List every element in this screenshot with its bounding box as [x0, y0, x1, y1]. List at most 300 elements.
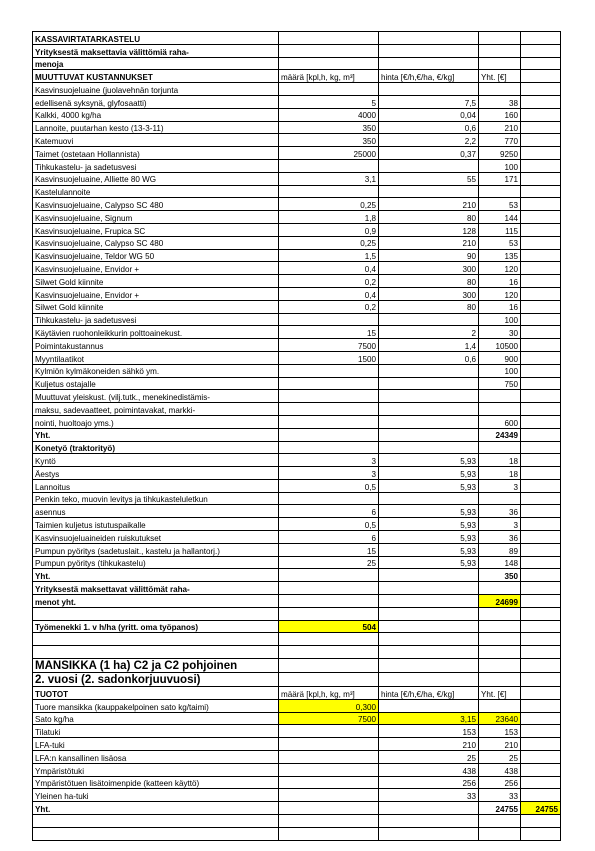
- value-cell[interactable]: [279, 789, 379, 802]
- value-cell[interactable]: 1500: [279, 351, 379, 364]
- value-cell[interactable]: [521, 185, 561, 198]
- value-cell[interactable]: [521, 300, 561, 313]
- value-cell[interactable]: 770: [479, 134, 521, 147]
- value-cell[interactable]: [521, 415, 561, 428]
- value-cell[interactable]: 25: [379, 751, 479, 764]
- value-cell[interactable]: 18: [479, 467, 521, 480]
- value-cell[interactable]: 15: [279, 543, 379, 556]
- value-cell[interactable]: 25000: [279, 147, 379, 160]
- row-label-cell[interactable]: [33, 827, 279, 840]
- value-cell[interactable]: [279, 159, 379, 172]
- value-cell[interactable]: 0,25: [279, 236, 379, 249]
- row-label-cell[interactable]: Kasvinsuojeluaine (juolavehnän torjunta: [33, 83, 279, 96]
- row-label-cell[interactable]: Ympäristötuki: [33, 763, 279, 776]
- value-cell[interactable]: 153: [379, 725, 479, 738]
- value-cell[interactable]: [479, 185, 521, 198]
- value-cell[interactable]: [521, 725, 561, 738]
- value-cell[interactable]: [521, 428, 561, 441]
- row-label-cell[interactable]: LFA-tuki: [33, 738, 279, 751]
- value-cell[interactable]: [379, 569, 479, 582]
- row-label-cell[interactable]: Kasvinsuojeluaine, Teldor WG 50: [33, 249, 279, 262]
- row-label-cell[interactable]: asennus: [33, 505, 279, 518]
- value-cell[interactable]: 3: [479, 479, 521, 492]
- value-cell[interactable]: 24755: [479, 802, 521, 815]
- value-cell[interactable]: 1,5: [279, 249, 379, 262]
- value-cell[interactable]: 5,93: [379, 518, 479, 531]
- value-cell[interactable]: 9250: [479, 147, 521, 160]
- value-cell[interactable]: 0,2: [279, 275, 379, 288]
- value-cell[interactable]: 0,6: [379, 121, 479, 134]
- value-cell[interactable]: [521, 620, 561, 633]
- row-label-cell[interactable]: Käytävien ruohonleikkurin polttoainekust.: [33, 326, 279, 339]
- value-cell[interactable]: 210: [379, 738, 479, 751]
- value-cell[interactable]: 4000: [279, 108, 379, 121]
- value-cell[interactable]: [521, 738, 561, 751]
- value-cell[interactable]: 55: [379, 172, 479, 185]
- value-cell[interactable]: 3,15: [379, 712, 479, 725]
- value-cell[interactable]: [279, 673, 379, 687]
- value-cell[interactable]: 0,2: [279, 300, 379, 313]
- value-cell[interactable]: [279, 377, 379, 390]
- value-cell[interactable]: [521, 172, 561, 185]
- value-cell[interactable]: [379, 441, 479, 454]
- value-cell[interactable]: 0,37: [379, 147, 479, 160]
- value-cell[interactable]: [521, 492, 561, 505]
- value-cell[interactable]: [521, 326, 561, 339]
- row-label-cell[interactable]: Tihkukastelu- ja sadetusvesi: [33, 159, 279, 172]
- value-cell[interactable]: [279, 32, 379, 45]
- value-cell[interactable]: [521, 159, 561, 172]
- row-label-cell[interactable]: Työmenekki 1. v h/ha (yritt. oma työpanos): [33, 620, 279, 633]
- value-cell[interactable]: 36: [479, 505, 521, 518]
- value-cell[interactable]: 135: [479, 249, 521, 262]
- value-cell[interactable]: 24349: [479, 428, 521, 441]
- row-label-cell[interactable]: maksu, sadevaatteet, poimintavakat, markki-: [33, 403, 279, 416]
- value-cell[interactable]: 80: [379, 300, 479, 313]
- value-cell[interactable]: [521, 287, 561, 300]
- value-cell[interactable]: [521, 712, 561, 725]
- row-label-cell[interactable]: KASSAVIRTATARKASTELU: [33, 32, 279, 45]
- value-cell[interactable]: 160: [479, 108, 521, 121]
- value-cell[interactable]: 0,5: [279, 518, 379, 531]
- value-cell[interactable]: [379, 607, 479, 620]
- row-label-cell[interactable]: Kasvinsuojeluaine, Envidor +: [33, 287, 279, 300]
- row-label-cell[interactable]: Penkin teko, muovin levitys ja tihkukasteluletkun: [33, 492, 279, 505]
- value-cell[interactable]: [479, 57, 521, 70]
- value-cell[interactable]: 38: [479, 95, 521, 108]
- value-cell[interactable]: [279, 776, 379, 789]
- value-cell[interactable]: [521, 32, 561, 45]
- value-cell[interactable]: 210: [379, 198, 479, 211]
- row-label-cell[interactable]: Yht.: [33, 802, 279, 815]
- value-cell[interactable]: [379, 582, 479, 595]
- value-cell[interactable]: [521, 699, 561, 712]
- value-cell[interactable]: 90: [379, 249, 479, 262]
- value-cell[interactable]: [521, 454, 561, 467]
- value-cell[interactable]: [479, 403, 521, 416]
- value-cell[interactable]: [521, 198, 561, 211]
- value-cell[interactable]: [279, 492, 379, 505]
- value-cell[interactable]: [379, 595, 479, 608]
- value-cell[interactable]: [279, 815, 379, 828]
- value-cell[interactable]: määrä [kpl,h, kg, m³]: [279, 687, 379, 700]
- value-cell[interactable]: 1,8: [279, 211, 379, 224]
- row-label-cell[interactable]: Taimet (ostetaan Hollannista): [33, 147, 279, 160]
- value-cell[interactable]: [479, 699, 521, 712]
- value-cell[interactable]: 300: [379, 287, 479, 300]
- value-cell[interactable]: [521, 403, 561, 416]
- value-cell[interactable]: 3: [479, 518, 521, 531]
- row-label-cell[interactable]: Kyntö: [33, 454, 279, 467]
- value-cell[interactable]: [521, 121, 561, 134]
- value-cell[interactable]: [379, 673, 479, 687]
- value-cell[interactable]: [521, 390, 561, 403]
- row-label-cell[interactable]: Äestys: [33, 467, 279, 480]
- value-cell[interactable]: [379, 428, 479, 441]
- value-cell[interactable]: [279, 83, 379, 96]
- value-cell[interactable]: [279, 751, 379, 764]
- row-label-cell[interactable]: Pumpun pyöritys (tihkukastelu): [33, 556, 279, 569]
- value-cell[interactable]: 80: [379, 275, 479, 288]
- value-cell[interactable]: [479, 646, 521, 659]
- value-cell[interactable]: 5,93: [379, 543, 479, 556]
- value-cell[interactable]: [379, 815, 479, 828]
- value-cell[interactable]: [379, 44, 479, 57]
- value-cell[interactable]: 33: [379, 789, 479, 802]
- value-cell[interactable]: [521, 827, 561, 840]
- value-cell[interactable]: [279, 725, 379, 738]
- value-cell[interactable]: 100: [479, 313, 521, 326]
- value-cell[interactable]: [279, 802, 379, 815]
- value-cell[interactable]: 53: [479, 236, 521, 249]
- row-label-cell[interactable]: 2. vuosi (2. sadonkorjuuvuosi): [33, 673, 279, 687]
- value-cell[interactable]: [521, 673, 561, 687]
- value-cell[interactable]: 3: [279, 467, 379, 480]
- value-cell[interactable]: 7,5: [379, 95, 479, 108]
- value-cell[interactable]: [379, 699, 479, 712]
- row-label-cell[interactable]: Sato kg/ha: [33, 712, 279, 725]
- value-cell[interactable]: 210: [479, 738, 521, 751]
- value-cell[interactable]: [479, 673, 521, 687]
- value-cell[interactable]: [521, 364, 561, 377]
- value-cell[interactable]: 350: [479, 569, 521, 582]
- value-cell[interactable]: 5,93: [379, 531, 479, 544]
- value-cell[interactable]: [479, 607, 521, 620]
- value-cell[interactable]: 300: [379, 262, 479, 275]
- row-label-cell[interactable]: Taimien kuljetus istutuspaikalle: [33, 518, 279, 531]
- row-label-cell[interactable]: Kasvinsuojeluaine, Frupica SC: [33, 223, 279, 236]
- value-cell[interactable]: [379, 633, 479, 646]
- row-label-cell[interactable]: Kasvinsuojeluaine, Signum: [33, 211, 279, 224]
- value-cell[interactable]: [479, 659, 521, 673]
- value-cell[interactable]: 504: [279, 620, 379, 633]
- row-label-cell[interactable]: Konetyö (traktorityö): [33, 441, 279, 454]
- value-cell[interactable]: 120: [479, 287, 521, 300]
- value-cell[interactable]: [379, 802, 479, 815]
- value-cell[interactable]: [479, 582, 521, 595]
- row-label-cell[interactable]: Poimintakustannus: [33, 339, 279, 352]
- value-cell[interactable]: [479, 827, 521, 840]
- row-label-cell[interactable]: LFA:n kansallinen lisäosa: [33, 751, 279, 764]
- value-cell[interactable]: [279, 582, 379, 595]
- row-label-cell[interactable]: Pumpun pyöritys (sadetuslait., kastelu ja hallantorj.): [33, 543, 279, 556]
- value-cell[interactable]: [521, 70, 561, 83]
- value-cell[interactable]: määrä [kpl,h, kg, m³]: [279, 70, 379, 83]
- value-cell[interactable]: 5,93: [379, 479, 479, 492]
- value-cell[interactable]: 18: [479, 454, 521, 467]
- value-cell[interactable]: 5,93: [379, 556, 479, 569]
- value-cell[interactable]: [379, 492, 479, 505]
- value-cell[interactable]: 2: [379, 326, 479, 339]
- value-cell[interactable]: [521, 223, 561, 236]
- value-cell[interactable]: [521, 687, 561, 700]
- value-cell[interactable]: [521, 262, 561, 275]
- row-label-cell[interactable]: MANSIKKA (1 ha) C2 ja C2 pohjoinen: [33, 659, 279, 673]
- value-cell[interactable]: 0,9: [279, 223, 379, 236]
- value-cell[interactable]: 750: [479, 377, 521, 390]
- value-cell[interactable]: [521, 134, 561, 147]
- value-cell[interactable]: [279, 313, 379, 326]
- value-cell[interactable]: hinta [€/h,€/ha, €/kg]: [379, 687, 479, 700]
- value-cell[interactable]: [521, 211, 561, 224]
- value-cell[interactable]: 1,4: [379, 339, 479, 352]
- value-cell[interactable]: [379, 313, 479, 326]
- value-cell[interactable]: [521, 633, 561, 646]
- value-cell[interactable]: [279, 57, 379, 70]
- value-cell[interactable]: 0,4: [279, 262, 379, 275]
- value-cell[interactable]: 24699: [479, 595, 521, 608]
- row-label-cell[interactable]: Katemuovi: [33, 134, 279, 147]
- value-cell[interactable]: [379, 403, 479, 416]
- value-cell[interactable]: 0,04: [379, 108, 479, 121]
- value-cell[interactable]: [521, 441, 561, 454]
- row-label-cell[interactable]: TUOTOT: [33, 687, 279, 700]
- value-cell[interactable]: 0,25: [279, 198, 379, 211]
- row-label-cell[interactable]: Kasvinsuojeluaine, Calypso SC 480: [33, 198, 279, 211]
- value-cell[interactable]: [479, 390, 521, 403]
- value-cell[interactable]: [521, 377, 561, 390]
- value-cell[interactable]: [379, 390, 479, 403]
- value-cell[interactable]: 144: [479, 211, 521, 224]
- value-cell[interactable]: 438: [379, 763, 479, 776]
- row-label-cell[interactable]: Lannoite, puutarhan kesto (13-3-11): [33, 121, 279, 134]
- value-cell[interactable]: 80: [379, 211, 479, 224]
- value-cell[interactable]: [521, 108, 561, 121]
- row-label-cell[interactable]: Myyntilaatikot: [33, 351, 279, 364]
- value-cell[interactable]: 0,6: [379, 351, 479, 364]
- value-cell[interactable]: [279, 185, 379, 198]
- value-cell[interactable]: 3: [279, 454, 379, 467]
- value-cell[interactable]: [521, 147, 561, 160]
- value-cell[interactable]: [379, 83, 479, 96]
- value-cell[interactable]: [521, 556, 561, 569]
- value-cell[interactable]: [521, 95, 561, 108]
- row-label-cell[interactable]: menoja: [33, 57, 279, 70]
- row-label-cell[interactable]: Muuttuvat yleiskust. (vilj.tutk., menekinedistämis-: [33, 390, 279, 403]
- value-cell[interactable]: 600: [479, 415, 521, 428]
- value-cell[interactable]: [521, 763, 561, 776]
- row-label-cell[interactable]: [33, 815, 279, 828]
- value-cell[interactable]: [479, 633, 521, 646]
- row-label-cell[interactable]: Ympäristötuen lisätoimenpide (katteen käyttö): [33, 776, 279, 789]
- row-label-cell[interactable]: Tilatuki: [33, 725, 279, 738]
- value-cell[interactable]: [521, 659, 561, 673]
- value-cell[interactable]: 53: [479, 198, 521, 211]
- value-cell[interactable]: 5,93: [379, 467, 479, 480]
- value-cell[interactable]: [279, 390, 379, 403]
- value-cell[interactable]: 128: [379, 223, 479, 236]
- value-cell[interactable]: [521, 479, 561, 492]
- value-cell[interactable]: [521, 57, 561, 70]
- row-label-cell[interactable]: menot yht.: [33, 595, 279, 608]
- row-label-cell[interactable]: [33, 646, 279, 659]
- value-cell[interactable]: [521, 646, 561, 659]
- row-label-cell[interactable]: [33, 633, 279, 646]
- row-label-cell[interactable]: Yht.: [33, 428, 279, 441]
- value-cell[interactable]: [279, 595, 379, 608]
- value-cell[interactable]: [521, 569, 561, 582]
- value-cell[interactable]: [521, 776, 561, 789]
- value-cell[interactable]: [479, 620, 521, 633]
- value-cell[interactable]: [279, 428, 379, 441]
- value-cell[interactable]: 5,93: [379, 454, 479, 467]
- value-cell[interactable]: [479, 441, 521, 454]
- value-cell[interactable]: 100: [479, 159, 521, 172]
- value-cell[interactable]: [279, 763, 379, 776]
- value-cell[interactable]: 210: [379, 236, 479, 249]
- value-cell[interactable]: [479, 32, 521, 45]
- value-cell[interactable]: 24755: [521, 802, 561, 815]
- value-cell[interactable]: [521, 249, 561, 262]
- value-cell[interactable]: [379, 32, 479, 45]
- row-label-cell[interactable]: Silwet Gold kiinnite: [33, 275, 279, 288]
- value-cell[interactable]: [379, 159, 479, 172]
- value-cell[interactable]: [379, 620, 479, 633]
- value-cell[interactable]: [379, 57, 479, 70]
- value-cell[interactable]: [521, 815, 561, 828]
- value-cell[interactable]: 120: [479, 262, 521, 275]
- row-label-cell[interactable]: [33, 607, 279, 620]
- value-cell[interactable]: 16: [479, 300, 521, 313]
- value-cell[interactable]: [279, 415, 379, 428]
- row-label-cell[interactable]: Kasvinsuojeluaine, Alliette 80 WG: [33, 172, 279, 185]
- value-cell[interactable]: 30: [479, 326, 521, 339]
- value-cell[interactable]: [521, 313, 561, 326]
- value-cell[interactable]: 171: [479, 172, 521, 185]
- value-cell[interactable]: [521, 505, 561, 518]
- value-cell[interactable]: 350: [279, 134, 379, 147]
- value-cell[interactable]: [379, 415, 479, 428]
- row-label-cell[interactable]: Tuore mansikka (kauppakelpoinen sato kg/taimi): [33, 699, 279, 712]
- value-cell[interactable]: 2,2: [379, 134, 479, 147]
- value-cell[interactable]: 15: [279, 326, 379, 339]
- value-cell[interactable]: 0,5: [279, 479, 379, 492]
- value-cell[interactable]: [279, 738, 379, 751]
- value-cell[interactable]: 0,4: [279, 287, 379, 300]
- row-label-cell[interactable]: edellisenä syksynä, glyfosaatti): [33, 95, 279, 108]
- row-label-cell[interactable]: Kasvinsuojeluaine, Envidor +: [33, 262, 279, 275]
- value-cell[interactable]: [279, 607, 379, 620]
- value-cell[interactable]: [379, 185, 479, 198]
- value-cell[interactable]: 438: [479, 763, 521, 776]
- value-cell[interactable]: [279, 441, 379, 454]
- row-label-cell[interactable]: Yht.: [33, 569, 279, 582]
- value-cell[interactable]: [279, 569, 379, 582]
- value-cell[interactable]: [521, 789, 561, 802]
- value-cell[interactable]: [379, 646, 479, 659]
- value-cell[interactable]: 153: [479, 725, 521, 738]
- value-cell[interactable]: 16: [479, 275, 521, 288]
- value-cell[interactable]: [279, 633, 379, 646]
- row-label-cell[interactable]: Tihkukastelu- ja sadetusvesi: [33, 313, 279, 326]
- value-cell[interactable]: 36: [479, 531, 521, 544]
- value-cell[interactable]: [479, 815, 521, 828]
- value-cell[interactable]: [521, 351, 561, 364]
- value-cell[interactable]: [521, 518, 561, 531]
- value-cell[interactable]: [279, 403, 379, 416]
- value-cell[interactable]: [521, 543, 561, 556]
- value-cell[interactable]: 25: [479, 751, 521, 764]
- value-cell[interactable]: [521, 531, 561, 544]
- row-label-cell[interactable]: Silwet Gold kiinnite: [33, 300, 279, 313]
- value-cell[interactable]: [521, 236, 561, 249]
- value-cell[interactable]: [521, 275, 561, 288]
- row-label-cell[interactable]: Kylmiön kylmäkoneiden sähkö ym.: [33, 364, 279, 377]
- row-label-cell[interactable]: Kuljetus ostajalle: [33, 377, 279, 390]
- row-label-cell[interactable]: MUUTTUVAT KUSTANNUKSET: [33, 70, 279, 83]
- value-cell[interactable]: 256: [479, 776, 521, 789]
- row-label-cell[interactable]: Kastelulannoite: [33, 185, 279, 198]
- value-cell[interactable]: 148: [479, 556, 521, 569]
- row-label-cell[interactable]: Yrityksestä maksettavia välittömiä raha-: [33, 44, 279, 57]
- value-cell[interactable]: 89: [479, 543, 521, 556]
- value-cell[interactable]: 33: [479, 789, 521, 802]
- value-cell[interactable]: [379, 827, 479, 840]
- value-cell[interactable]: [279, 44, 379, 57]
- value-cell[interactable]: [279, 646, 379, 659]
- value-cell[interactable]: 5,93: [379, 505, 479, 518]
- value-cell[interactable]: [279, 659, 379, 673]
- value-cell[interactable]: hinta [€/h,€/ha, €/kg]: [379, 70, 479, 83]
- row-label-cell[interactable]: nointi, huoltoajo yms.): [33, 415, 279, 428]
- row-label-cell[interactable]: Lannoitus: [33, 479, 279, 492]
- value-cell[interactable]: Yht. [€]: [479, 687, 521, 700]
- value-cell[interactable]: [279, 827, 379, 840]
- value-cell[interactable]: [479, 492, 521, 505]
- row-label-cell[interactable]: Kasvinsuojeluaine, Calypso SC 480: [33, 236, 279, 249]
- value-cell[interactable]: Yht. [€]: [479, 70, 521, 83]
- row-label-cell[interactable]: Yleinen ha-tuki: [33, 789, 279, 802]
- row-label-cell[interactable]: Kalkki, 4000 kg/ha: [33, 108, 279, 121]
- row-label-cell[interactable]: Yrityksestä maksettavat välittömät raha-: [33, 582, 279, 595]
- value-cell[interactable]: [521, 83, 561, 96]
- value-cell[interactable]: [379, 659, 479, 673]
- row-label-cell[interactable]: Kasvinsuojeluaineiden ruiskutukset: [33, 531, 279, 544]
- value-cell[interactable]: [479, 83, 521, 96]
- value-cell[interactable]: 6: [279, 505, 379, 518]
- value-cell[interactable]: [521, 339, 561, 352]
- value-cell[interactable]: [521, 751, 561, 764]
- value-cell[interactable]: 23640: [479, 712, 521, 725]
- value-cell[interactable]: [379, 364, 479, 377]
- value-cell[interactable]: [521, 595, 561, 608]
- value-cell[interactable]: [379, 377, 479, 390]
- value-cell[interactable]: 7500: [279, 339, 379, 352]
- value-cell[interactable]: [521, 607, 561, 620]
- value-cell[interactable]: 5: [279, 95, 379, 108]
- value-cell[interactable]: 256: [379, 776, 479, 789]
- value-cell[interactable]: 25: [279, 556, 379, 569]
